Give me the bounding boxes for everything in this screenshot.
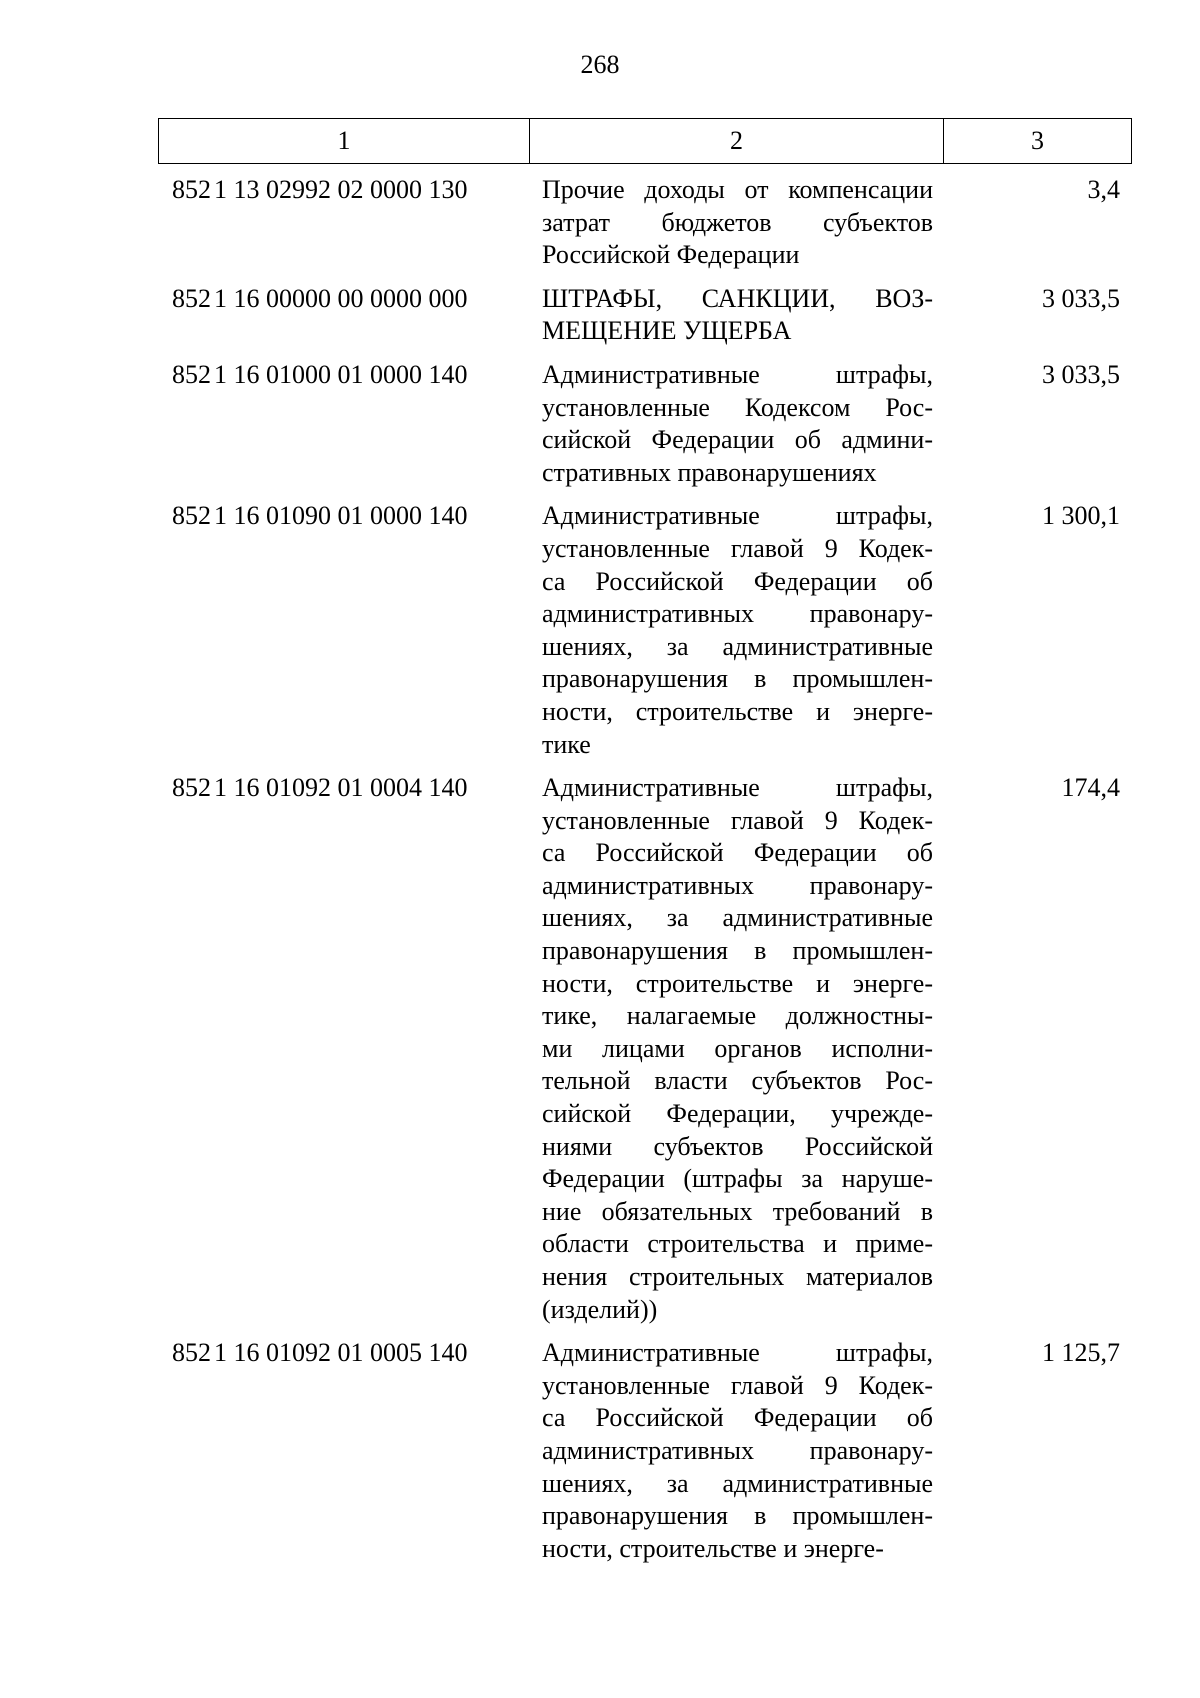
budget-code-cell: 1 16 01000 01 0000 140	[214, 359, 468, 389]
table-row	[158, 359, 1132, 489]
amount-cell: 1 300,1	[1042, 501, 1120, 531]
income-name-line: сийской Федерации об админи-	[542, 425, 933, 455]
income-name-line: затрат бюджетов субъектов	[542, 207, 933, 237]
income-name-line: са Российской Федерации об	[542, 1403, 933, 1433]
income-name-cell	[529, 174, 943, 272]
income-name-line: нения строительных материалов	[542, 1262, 933, 1291]
table-row	[158, 174, 1132, 272]
table-header	[158, 118, 1132, 164]
income-name-line: установленные главой 9 Кодек-	[542, 805, 933, 835]
admin-code-cell: 852	[172, 175, 211, 204]
amount-cell: 3,4	[1087, 175, 1120, 204]
income-name-line: ниями субъектов Российской	[542, 1131, 933, 1161]
income-name-line: правонарушения в промышлен-	[542, 1501, 933, 1531]
admin-code-cell: 852	[172, 359, 211, 389]
income-name-line: установленные главой 9 Кодек-	[542, 1370, 933, 1400]
income-name-cell	[529, 500, 943, 761]
budget-code-cell: 1 16 01092 01 0005 140	[214, 1338, 468, 1368]
income-name-line: ности, строительстве и энерге-	[542, 696, 933, 726]
admin-code-cell: 852	[172, 501, 211, 531]
column-header-2: 2	[530, 119, 944, 163]
table-row	[158, 1337, 1132, 1565]
income-name-line: области строительства и приме-	[542, 1229, 933, 1259]
page-number: 268	[580, 50, 620, 79]
amount-cell: 3 033,5	[1042, 283, 1120, 313]
income-name-line: Прочие доходы от компенсации	[542, 175, 933, 204]
table-body	[158, 174, 1132, 1576]
income-name-line: МЕЩЕНИЕ УЩЕРБА	[542, 316, 792, 346]
income-name-line: шениях, за административные	[542, 903, 933, 933]
income-name-line: тике	[542, 729, 591, 759]
admin-code-cell: 852	[172, 773, 211, 803]
table-row	[158, 772, 1132, 1326]
income-name-line: шениях, за административные	[542, 1468, 933, 1498]
income-name-cell	[529, 359, 943, 489]
column-header-3: 3	[1031, 126, 1044, 155]
income-name-line: Административные штрафы,	[542, 501, 933, 531]
budget-code-cell: 1 16 00000 00 0000 000	[214, 283, 468, 313]
income-name-line: ние обязательных требований в	[542, 1196, 933, 1226]
income-name-line: установленные Кодексом Рос-	[542, 392, 933, 422]
income-name-line: Административные штрафы,	[542, 359, 933, 389]
table-row	[158, 500, 1132, 761]
income-name-line: Административные штрафы,	[542, 773, 933, 803]
income-name-line: правонарушения в промышлен-	[542, 664, 933, 694]
column-header-1: 1	[159, 119, 530, 163]
income-name-line: Российской Федерации	[542, 240, 800, 270]
income-name-line: са Российской Федерации об	[542, 838, 933, 868]
admin-code-cell: 852	[172, 1338, 211, 1368]
budget-code-cell: 1 16 01092 01 0004 140	[214, 773, 468, 803]
amount-cell: 3 033,5	[1042, 359, 1120, 389]
budget-code-cell: 1 13 02992 02 0000 130	[214, 175, 468, 204]
income-name-line: административных правонару-	[542, 870, 933, 900]
income-name-line: тике, налагаемые должностны-	[542, 1001, 933, 1031]
income-name-line: стративных правонарушениях	[542, 457, 877, 487]
income-name-line: сийской Федерации, учрежде-	[542, 1099, 933, 1129]
income-name-line: Федерации (штрафы за наруше-	[542, 1164, 933, 1194]
income-name-line: ми лицами органов исполни-	[542, 1033, 933, 1063]
income-name-line: ШТРАФЫ, САНКЦИИ, ВОЗ-	[542, 283, 933, 313]
amount-cell: 174,4	[1061, 773, 1120, 803]
income-name-line: ности, строительстве и энерге-	[542, 968, 933, 998]
income-name-line: Административные штрафы,	[542, 1338, 933, 1368]
income-name-cell	[529, 772, 943, 1326]
income-name-line: тельной власти субъектов Рос-	[542, 1066, 933, 1096]
income-name-cell	[529, 283, 943, 348]
budget-code-cell: 1 16 01090 01 0000 140	[214, 501, 468, 531]
income-name-line: установленные главой 9 Кодек-	[542, 533, 933, 563]
income-name-line: правонарушения в промышлен-	[542, 936, 933, 966]
income-name-line: ности, строительстве и энерге-	[542, 1533, 884, 1563]
income-name-line: административных правонару-	[542, 599, 933, 629]
amount-cell: 1 125,7	[1042, 1338, 1120, 1368]
income-name-cell	[529, 1337, 943, 1565]
table-row	[158, 283, 1132, 348]
income-name-line: са Российской Федерации об	[542, 566, 933, 596]
income-name-line: (изделий))	[542, 1294, 658, 1324]
admin-code-cell: 852	[172, 283, 211, 313]
income-name-line: административных правонару-	[542, 1435, 933, 1465]
income-name-line: шениях, за административные	[542, 631, 933, 661]
